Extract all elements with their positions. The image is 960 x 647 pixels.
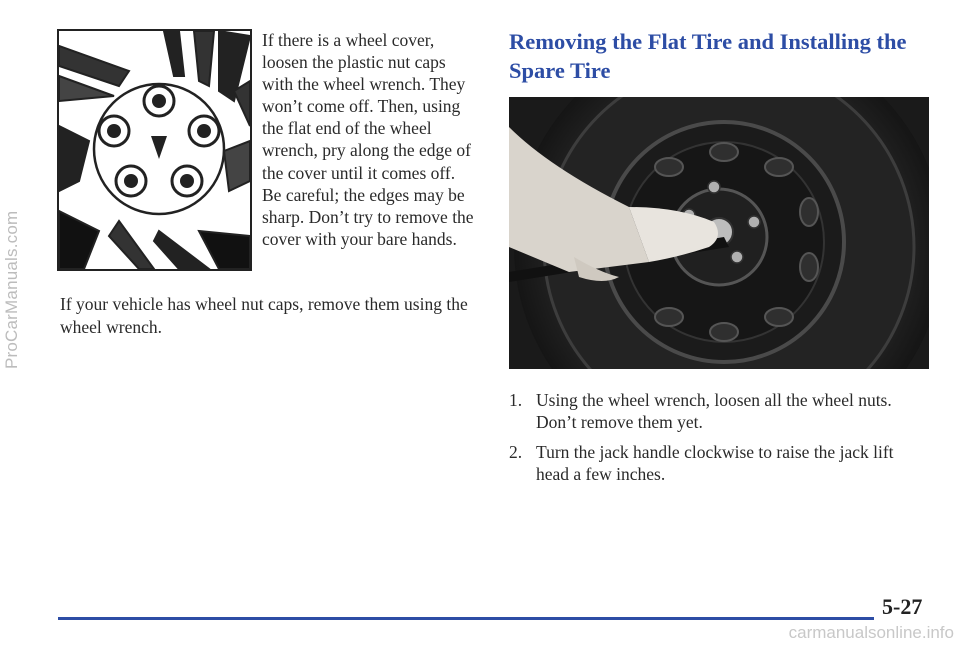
section-heading: Removing the Flat Tire and Installing the Spare Tire	[509, 29, 907, 83]
footer-rule	[58, 617, 874, 620]
step-number: 2.	[509, 442, 523, 462]
step-text: Turn the jack handle clockwise to raise the jack lift head a few inches.	[536, 442, 894, 484]
bottom-watermark: carmanualsonline.info	[788, 623, 954, 642]
wheel-cover-paragraph: If there is a wheel cover, loosen the plastic nut caps with the wheel wrench. They won’t come off. Then, using the flat end of the wheel wrench, pry along the edge of the cover until it comes off. Be careful; the edges may be sharp. Don’t try to remove the cover with your bare hands.	[262, 30, 474, 249]
wheel-cover-illustration	[57, 29, 252, 271]
step-number: 1.	[509, 390, 523, 410]
tire-photo	[509, 97, 929, 369]
step-text: Using the wheel wrench, loosen all the wheel nuts. Don’t remove them yet.	[536, 390, 892, 432]
side-watermark: ProCarManuals.com	[2, 210, 21, 370]
list-item	[509, 389, 929, 433]
steps-list	[509, 389, 929, 493]
page-number: 5-27	[882, 594, 923, 619]
list-item	[509, 441, 929, 485]
nut-caps-paragraph: If your vehicle has wheel nut caps, remove them using the wheel wrench.	[60, 294, 468, 337]
